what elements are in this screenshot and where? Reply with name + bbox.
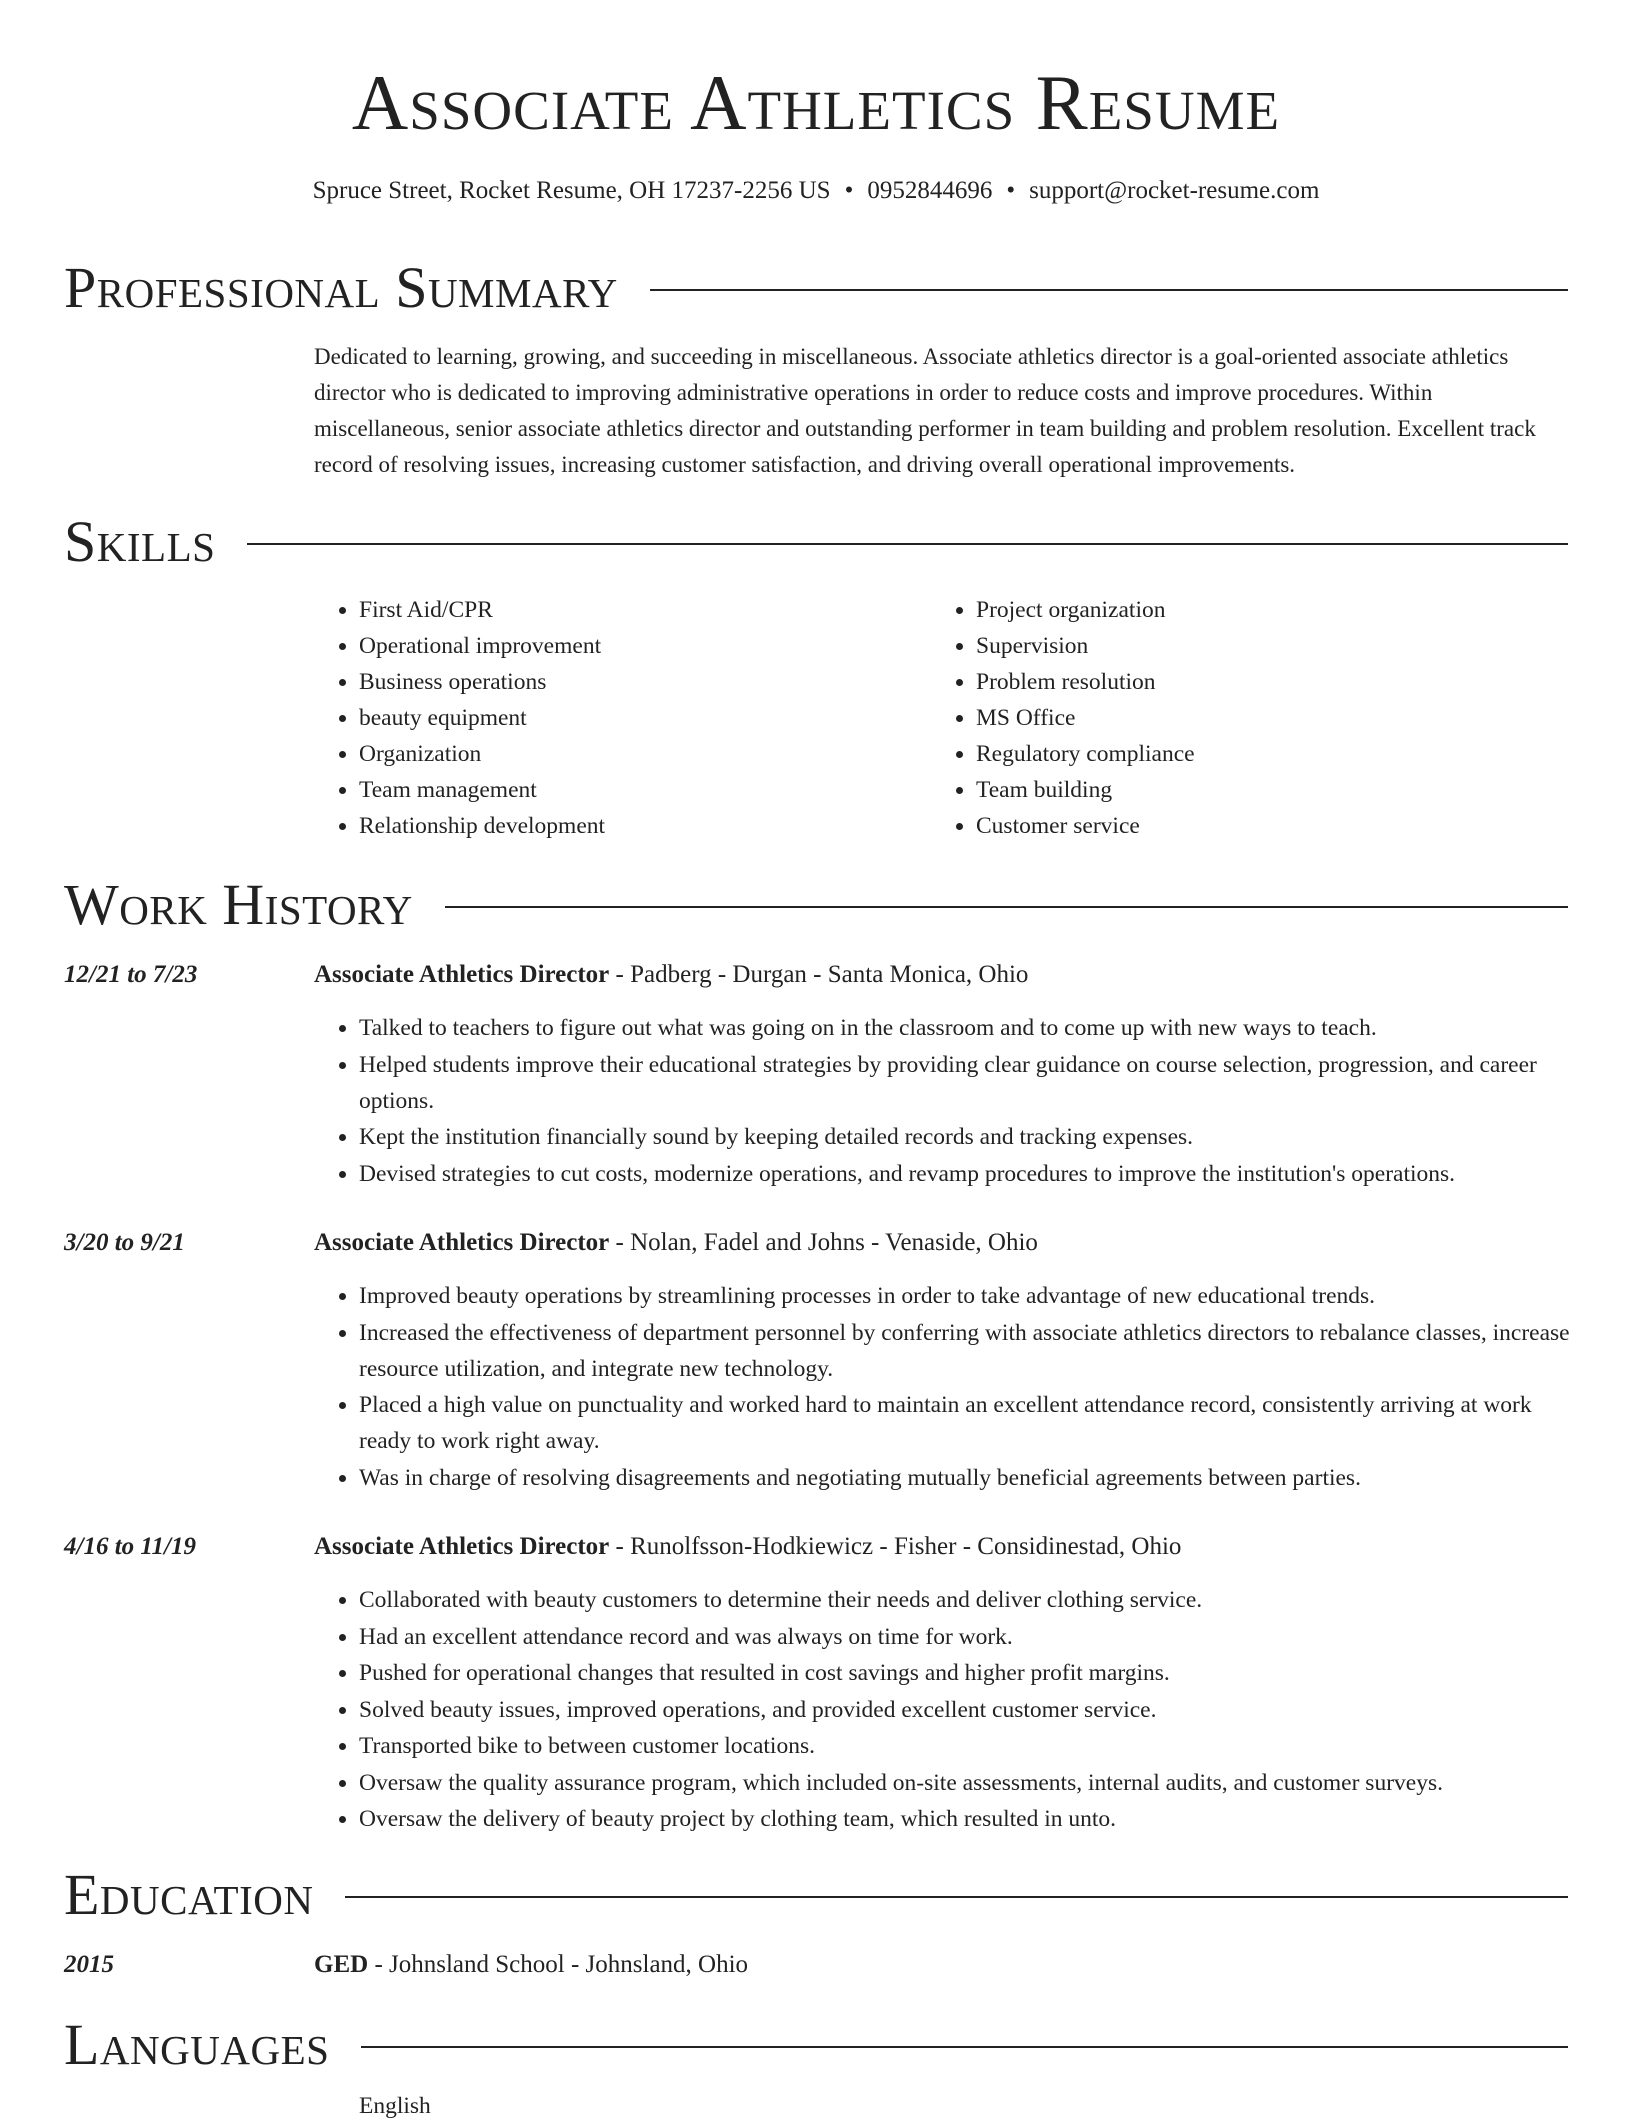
skill-item: • Problem resolution bbox=[976, 664, 1548, 700]
job-date: 4/16 to 11/19 bbox=[64, 1533, 196, 1560]
job-title: Associate Athletics Director bbox=[314, 1229, 610, 1256]
skill-item: • Operational improvement bbox=[359, 628, 931, 664]
job-duty: • Pushed for operational changes that resulted in cost savings and higher profit margins. bbox=[359, 1655, 1570, 1691]
summary-text: Dedicated to learning, growing, and succeeding in miscellaneous. Associate athletics director is a goal-oriented associate athletics director who is dedicated to improving administrative operations in order to reduce costs and improve procedures. Within miscellaneous, senior associate athletics director and outstanding performer in team building and problem resolution. Excellent track record of resolving issues, increasing customer satisfaction, and driving overall operational improvements. bbox=[314, 344, 1536, 477]
section-title: Skills bbox=[64, 509, 216, 574]
section-work-header bbox=[64, 872, 1568, 937]
education-degree: GED bbox=[314, 1951, 369, 1978]
job-date: 3/20 to 9/21 bbox=[64, 1229, 185, 1256]
job-duty: • Collaborated with beauty customers to determine their needs and deliver clothing service. bbox=[359, 1582, 1570, 1618]
section-divider bbox=[361, 2046, 1568, 2048]
job-duty: • Increased the effectiveness of department personnel by conferring with associate athletics directors to rebalance classes, increase resource utilization, and integrate new technology. bbox=[359, 1315, 1570, 1387]
section-divider bbox=[650, 289, 1568, 291]
skill-item: • Regulatory compliance bbox=[976, 736, 1548, 772]
job-heading bbox=[314, 959, 1028, 991]
language-item: English bbox=[359, 2093, 431, 2119]
job-duty: • Kept the institution financially sound by keeping detailed records and tracking expenses. bbox=[359, 1119, 1570, 1155]
job-duty: • Placed a high value on punctuality and worked hard to maintain an excellent attendance record, consistently arriving at work ready to work right away. bbox=[359, 1387, 1570, 1459]
contact-separator: • bbox=[1006, 177, 1016, 204]
job-employer: - Padberg - Durgan - Santa Monica, Ohio bbox=[609, 961, 1029, 988]
skill-item: • Business operations bbox=[359, 664, 931, 700]
skill-item: • Customer service bbox=[976, 808, 1548, 844]
section-title: Work History bbox=[64, 872, 413, 937]
section-divider bbox=[445, 906, 1568, 908]
skill-item: • Supervision bbox=[976, 628, 1548, 664]
job-duty: • Was in charge of resolving disagreements and negotiating mutually beneficial agreements between parties. bbox=[359, 1460, 1570, 1496]
job-duty: • Solved beauty issues, improved operations, and provided excellent customer service. bbox=[359, 1692, 1570, 1728]
job-duty: • Had an excellent attendance record and was always on time for work. bbox=[359, 1619, 1570, 1655]
contact-line bbox=[0, 175, 1632, 207]
job-heading bbox=[314, 1227, 1038, 1259]
job-duty: • Oversaw the delivery of beauty project by clothing team, which resulted in unto. bbox=[359, 1801, 1570, 1837]
job-duty: • Talked to teachers to figure out what was going on in the classroom and to come up with new ways to teach. bbox=[359, 1010, 1570, 1046]
job-date: 12/21 to 7/23 bbox=[64, 961, 198, 988]
job-duty: • Devised strategies to cut costs, modernize operations, and revamp procedures to improve the institution's operations. bbox=[359, 1156, 1570, 1192]
job-duties bbox=[314, 1010, 1570, 1192]
resume-title: Associate Athletics Resume bbox=[351, 59, 1281, 146]
skill-item: • Relationship development bbox=[359, 808, 931, 844]
job-duties bbox=[314, 1582, 1570, 1838]
section-divider bbox=[345, 1896, 1568, 1898]
job-title: Associate Athletics Director bbox=[314, 1533, 610, 1560]
contact-address: Spruce Street, Rocket Resume, OH 17237-2256 US bbox=[312, 177, 831, 204]
skill-item: • Project organization bbox=[976, 592, 1548, 628]
skills-column-right bbox=[931, 592, 1548, 844]
skills-list bbox=[314, 592, 1570, 844]
education-date: 2015 bbox=[64, 1951, 114, 1978]
skill-item: • beauty equipment bbox=[359, 700, 931, 736]
education-entry bbox=[314, 1949, 748, 1981]
job-employer: - Runolfsson-Hodkiewicz - Fisher - Considinestad, Ohio bbox=[609, 1533, 1182, 1560]
skill-item: • Team management bbox=[359, 772, 931, 808]
skill-item: • First Aid/CPR bbox=[359, 592, 931, 628]
education-school: - Johnsland School - Johnsland, Ohio bbox=[368, 1951, 749, 1978]
skill-item: • MS Office bbox=[976, 700, 1548, 736]
section-divider bbox=[247, 543, 1568, 545]
languages-list bbox=[314, 2088, 431, 2124]
job-duty: • Transported bike to between customer locations. bbox=[359, 1728, 1570, 1764]
job-heading bbox=[314, 1531, 1181, 1563]
contact-email[interactable]: support@rocket-resume.com bbox=[1029, 177, 1320, 204]
skills-column-left bbox=[314, 592, 931, 844]
job-duty: • Improved beauty operations by streamlining processes in order to take advantage of new educational trends. bbox=[359, 1278, 1570, 1314]
section-education-header bbox=[64, 1862, 1568, 1927]
contact-phone: 0952844696 bbox=[867, 177, 993, 204]
section-title: Professional Summary bbox=[64, 255, 618, 320]
job-duty: • Helped students improve their educational strategies by providing clear guidance on course selection, progression, and career options. bbox=[359, 1047, 1570, 1119]
contact-separator: • bbox=[844, 177, 854, 204]
section-title: Education bbox=[64, 1862, 314, 1927]
job-title: Associate Athletics Director bbox=[314, 961, 610, 988]
section-languages-header bbox=[64, 2012, 1568, 2077]
section-summary-header bbox=[64, 255, 1568, 320]
section-skills-header bbox=[64, 509, 1568, 574]
section-title: Languages bbox=[64, 2012, 330, 2077]
job-employer: - Nolan, Fadel and Johns - Venaside, Ohio bbox=[609, 1229, 1038, 1256]
job-duties bbox=[314, 1278, 1570, 1496]
job-duty: • Oversaw the quality assurance program, which included on-site assessments, internal audits, and customer surveys. bbox=[359, 1765, 1570, 1801]
skill-item: • Organization bbox=[359, 736, 931, 772]
skill-item: • Team building bbox=[976, 772, 1548, 808]
